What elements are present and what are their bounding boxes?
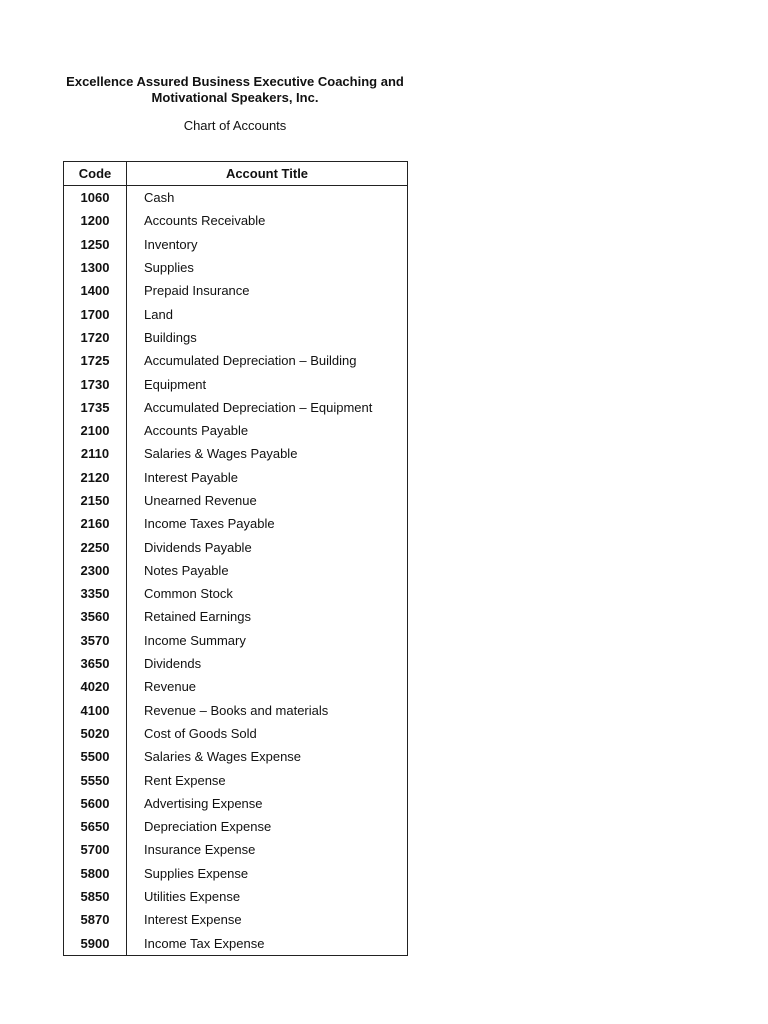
- column-header-code: Code: [64, 162, 127, 186]
- chart-of-accounts-table: [63, 161, 408, 956]
- table-row: [64, 512, 408, 535]
- account-title: Retained Earnings: [127, 605, 408, 628]
- account-title: Revenue: [127, 675, 408, 698]
- account-title: Interest Expense: [127, 908, 408, 931]
- account-code: 5870: [64, 908, 127, 931]
- account-title: Buildings: [127, 326, 408, 349]
- account-title: Equipment: [127, 372, 408, 395]
- table-row: [64, 932, 408, 956]
- account-title: Income Tax Expense: [127, 932, 408, 956]
- account-title: Supplies: [127, 256, 408, 279]
- account-title: Income Summary: [127, 629, 408, 652]
- account-title: Inventory: [127, 233, 408, 256]
- account-code: 3560: [64, 605, 127, 628]
- account-title: Rent Expense: [127, 768, 408, 791]
- account-title: Prepaid Insurance: [127, 279, 408, 302]
- company-name-line-1: Excellence Assured Business Executive Coaching and: [66, 74, 404, 89]
- table-row: [64, 466, 408, 489]
- account-code: 2300: [64, 559, 127, 582]
- account-code: 5020: [64, 722, 127, 745]
- table-row: [64, 326, 408, 349]
- account-code: 2160: [64, 512, 127, 535]
- table-row: [64, 908, 408, 931]
- account-code: 1730: [64, 372, 127, 395]
- company-name: [53, 74, 417, 106]
- table-row: [64, 302, 408, 325]
- account-code: 5850: [64, 885, 127, 908]
- table-row: [64, 396, 408, 419]
- account-code: 1720: [64, 326, 127, 349]
- table-row: [64, 629, 408, 652]
- table-row: [64, 885, 408, 908]
- account-code: 5800: [64, 862, 127, 885]
- table-row: [64, 349, 408, 372]
- account-code: 3350: [64, 582, 127, 605]
- account-code: 5600: [64, 792, 127, 815]
- table-row: [64, 372, 408, 395]
- account-code: 2100: [64, 419, 127, 442]
- table-row: [64, 605, 408, 628]
- table-row: [64, 699, 408, 722]
- table-row: [64, 838, 408, 861]
- table-row: [64, 582, 408, 605]
- account-title: Revenue – Books and materials: [127, 699, 408, 722]
- account-title: Notes Payable: [127, 559, 408, 582]
- table-row: [64, 279, 408, 302]
- table-row: [64, 815, 408, 838]
- table-row: [64, 419, 408, 442]
- account-code: 5700: [64, 838, 127, 861]
- table-row: [64, 792, 408, 815]
- account-code: 5550: [64, 768, 127, 791]
- table-row: [64, 652, 408, 675]
- account-title: Interest Payable: [127, 466, 408, 489]
- table-row: [64, 209, 408, 232]
- account-title: Accumulated Depreciation – Equipment: [127, 396, 408, 419]
- account-code: 2150: [64, 489, 127, 512]
- account-title: Utilities Expense: [127, 885, 408, 908]
- account-title: Accumulated Depreciation – Building: [127, 349, 408, 372]
- account-title: Dividends: [127, 652, 408, 675]
- account-code: 3650: [64, 652, 127, 675]
- account-code: 1700: [64, 302, 127, 325]
- document-subtitle: Chart of Accounts: [183, 118, 287, 133]
- account-title: Depreciation Expense: [127, 815, 408, 838]
- account-code: 1725: [64, 349, 127, 372]
- table-row: [64, 442, 408, 465]
- account-code: 4100: [64, 699, 127, 722]
- account-code: 1250: [64, 233, 127, 256]
- account-title: Advertising Expense: [127, 792, 408, 815]
- account-code: 2120: [64, 466, 127, 489]
- account-code: 2250: [64, 535, 127, 558]
- account-code: 1735: [64, 396, 127, 419]
- account-code: 3570: [64, 629, 127, 652]
- account-code: 5900: [64, 932, 127, 956]
- account-code: 5650: [64, 815, 127, 838]
- table-row: [64, 722, 408, 745]
- account-code: 1060: [64, 186, 127, 210]
- account-title: Accounts Payable: [127, 419, 408, 442]
- account-title: Salaries & Wages Expense: [127, 745, 408, 768]
- account-title: Accounts Receivable: [127, 209, 408, 232]
- table-row: [64, 489, 408, 512]
- account-title: Dividends Payable: [127, 535, 408, 558]
- account-title: Insurance Expense: [127, 838, 408, 861]
- column-header-account-title: Account Title: [127, 162, 408, 186]
- company-name-line-2: Motivational Speakers, Inc.: [151, 90, 319, 105]
- account-code: 2110: [64, 442, 127, 465]
- account-code: 4020: [64, 675, 127, 698]
- account-code: 1200: [64, 209, 127, 232]
- table-row: [64, 233, 408, 256]
- table-row: [64, 559, 408, 582]
- table-row: [64, 768, 408, 791]
- table-row: [64, 745, 408, 768]
- table-row: [64, 675, 408, 698]
- table-body: [64, 186, 408, 956]
- table-row: [64, 256, 408, 279]
- account-title: Salaries & Wages Payable: [127, 442, 408, 465]
- table-row: [64, 186, 408, 210]
- account-code: 1300: [64, 256, 127, 279]
- account-title: Cash: [127, 186, 408, 210]
- account-title: Unearned Revenue: [127, 489, 408, 512]
- account-title: Land: [127, 302, 408, 325]
- account-title: Supplies Expense: [127, 862, 408, 885]
- account-title: Cost of Goods Sold: [127, 722, 408, 745]
- account-title: Income Taxes Payable: [127, 512, 408, 535]
- account-title: Common Stock: [127, 582, 408, 605]
- account-code: 5500: [64, 745, 127, 768]
- table-row: [64, 535, 408, 558]
- table-row: [64, 862, 408, 885]
- table-header-row: [64, 162, 408, 186]
- account-code: 1400: [64, 279, 127, 302]
